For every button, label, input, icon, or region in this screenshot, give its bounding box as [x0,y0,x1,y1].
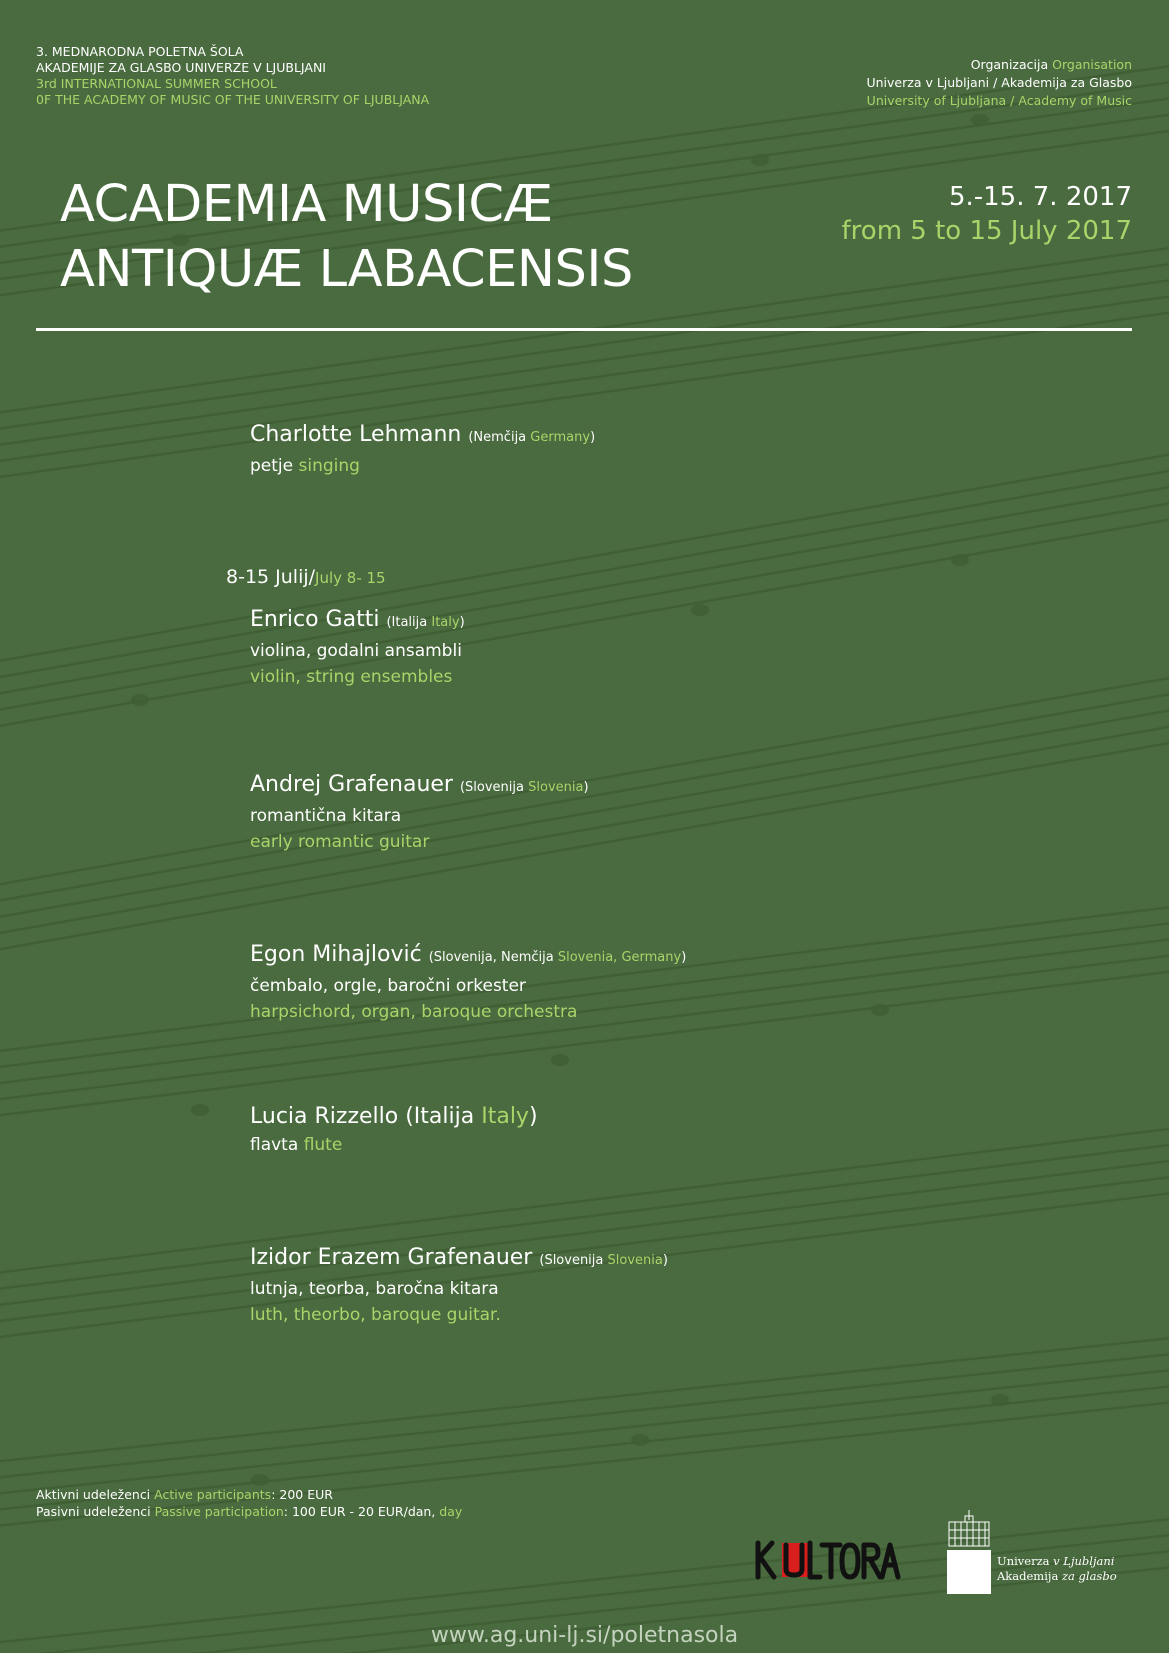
fee-active-en: Active participants [154,1487,272,1502]
website-link[interactable]: www.ag.uni-lj.si/poletnasola [430,1623,739,1648]
teacher-entry: Izidor Erazem Grafenauer (Slovenija Slovenia) lutnja, teorba, baročna kitara luth, theorbo, baroque guitar. [250,1243,668,1328]
org-sl: Univerza v Ljubljani / Akademija za Glasbo [866,75,1132,90]
title-divider [36,328,1132,331]
teacher-name: Lucia Rizzello [250,1104,399,1129]
dates-en: from 5 to 15 July 2017 [841,216,1132,246]
org-label-en: Organisation [1052,57,1132,72]
teacher-subject-sl: petje [250,456,294,476]
period-label [226,564,386,591]
university-logo-square [947,1550,991,1594]
org-label-sl: Organizacija [970,57,1049,72]
teacher-origin-en: Germany [530,430,591,445]
dates-sl: 5.-15. 7. 2017 [948,182,1132,212]
school-sl-line2: AKADEMIJE ZA GLASBO UNIVERZE V LJUBLJANI [36,60,326,75]
university-logo-text [997,1554,1117,1584]
teacher-entry: Charlotte Lehmann (Nemčija Germany) petje singing [250,422,596,476]
teacher-subject-en: harpsichord, organ, baroque orchestra [250,1002,578,1022]
teacher-name: Egon Mihajlović [250,942,422,967]
fee-active-price: : 200 EUR [271,1487,333,1502]
teacher-origin-en: Italy [431,615,460,630]
event-dates [842,180,1132,248]
teacher-subject-en: early romantic guitar [250,832,430,852]
teacher-origin-sl: Slovenija, Nemčija [433,950,554,965]
teacher-name: Andrej Grafenauer [250,772,453,797]
teacher-origin-en: Slovenia [528,780,584,795]
organisation-block [866,56,1132,110]
period-sl: 8-15 Julij/ [226,566,316,588]
teacher-entry: Andrej Grafenauer (Slovenija Slovenia) romantična kitara early romantic guitar [250,770,589,855]
fee-passive-price: : 100 EUR - 20 EUR/dan, [283,1504,440,1519]
school-heading [36,44,429,108]
teacher-origin-sl: Nemčija [473,430,527,445]
uni-line2-b: za glasbo [1061,1569,1117,1583]
fee-active-sl: Aktivni udeleženci [36,1487,151,1502]
uni-line1-b: v Ljubljani [1053,1554,1115,1568]
teacher-origin-sl: Italija [413,1104,475,1129]
uni-line2-a: Akademija [997,1569,1062,1583]
fee-passive-en: Passive participation [154,1504,284,1519]
teacher-subject-en: luth, theorbo, baroque guitar. [250,1305,501,1325]
university-logo [947,1508,1117,1608]
school-en-line2: 0F THE ACADEMY OF MUSIC OF THE UNIVERSITY OF LJUBLJANA [36,92,430,107]
teacher-subject-sl: lutnja, teorba, baročna kitara [250,1279,499,1299]
teacher-entry: Egon Mihajlović (Slovenija, Nemčija Slovenia, Germany) čembalo, orgle, baročni orkester harpsichord, organ, baroque orchestra [250,940,686,1025]
teacher-name: Izidor Erazem Grafenauer [250,1245,533,1270]
page-title [60,172,633,302]
teacher-subject-sl: flavta [250,1135,299,1155]
teacher-origin-sl: Slovenija [465,780,524,795]
teacher-origin-sl: Slovenija [544,1253,604,1268]
teacher-origin-en: Italy [481,1104,529,1129]
title-line1: ACADEMIA MUSICÆ [60,175,553,234]
teacher-origin-sl: Italija [391,615,428,630]
teacher-entry: Lucia Rizzello (Italija Italy) flavta flute [250,1104,538,1155]
teacher-name: Charlotte Lehmann [250,422,462,447]
school-sl-line1: 3. MEDNARODNA POLETNA ŠOLA [36,44,244,59]
teacher-origin-en: Slovenia, Germany [557,950,682,965]
teacher-subject-sl: romantična kitara [250,806,402,826]
teacher-name: Enrico Gatti [250,607,380,632]
teacher-subject-en: violin, string ensembles [250,667,453,687]
teacher-subject-sl: violina, godalni ansambli [250,641,462,661]
school-en-line1: 3rd INTERNATIONAL SUMMER SCHOOL [36,76,277,91]
kultora-logo [752,1537,902,1583]
teacher-entry: Enrico Gatti (Italija Italy) violina, godalni ansambli violin, string ensembles [250,605,465,690]
uni-line1-a: Univerza [997,1554,1054,1568]
fee-passive-sl: Pasivni udeleženci [36,1504,151,1519]
org-en: University of Ljubljana / Academy of Music [866,93,1132,108]
fee-passive-day: day [439,1504,463,1519]
fees-block [36,1486,462,1520]
teacher-subject-en: flute [303,1135,343,1155]
teacher-subject-sl: čembalo, orgle, baročni orkester [250,976,526,996]
title-line2: ANTIQUÆ LABACENSIS [60,240,633,299]
period-en: July 8- 15 [315,569,386,587]
teacher-origin-en: Slovenia [607,1253,663,1268]
building-icon [947,1508,991,1548]
teacher-subject-en: singing [298,456,360,476]
